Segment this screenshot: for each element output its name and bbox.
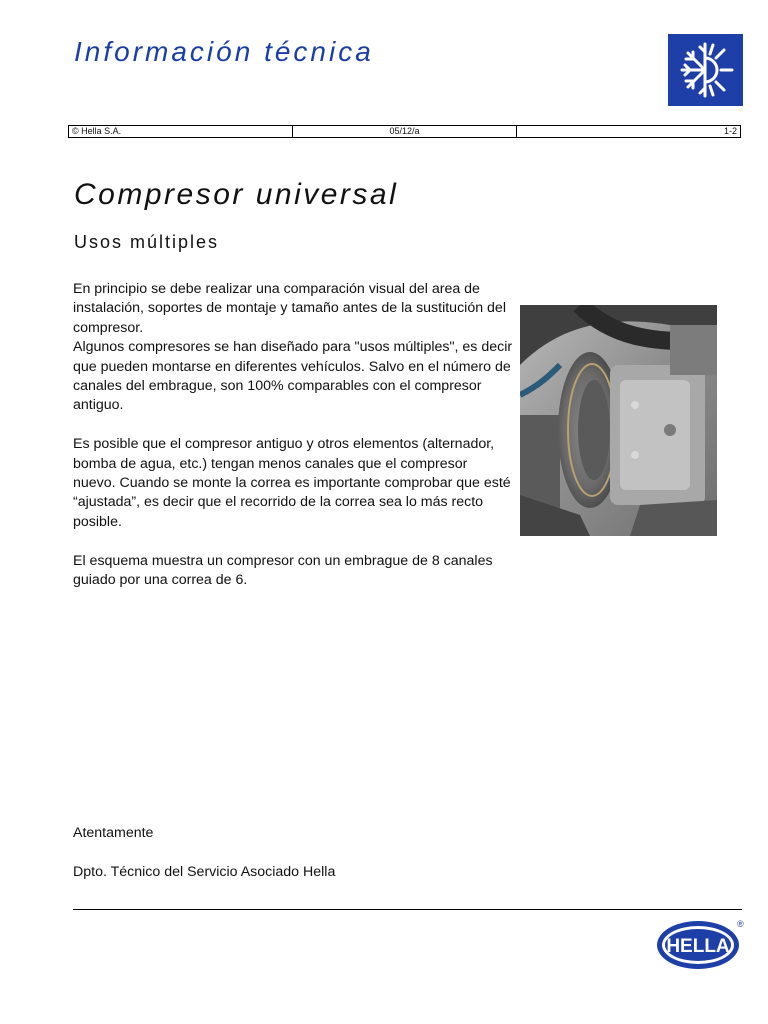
paragraph-3: Es posible que el compresor antiguo y otros elementos (alternador, bomba de agua, etc.) tengan menos canales que el compresor nuevo. Cuando se monte la correa es importante comprobar que esté “ajustada”, es decir que el recorrido de la correa sea lo más recto posible.: [73, 436, 511, 530]
registered-mark: ®: [737, 919, 744, 929]
hella-logo: [655, 915, 745, 973]
meta-code: 05/12/a: [292, 126, 516, 137]
paragraph-1: En principio se debe realizar una comparación visual del area de instalación, soportes de montaje y tamaño antes de la sustitución del compresor.: [73, 281, 506, 336]
meta-copyright: © Hella S.A.: [72, 126, 122, 136]
closing-text: Atentamente: [73, 825, 154, 841]
body-text: [73, 280, 513, 590]
document-subtitle: Usos múltiples: [74, 232, 220, 252]
page-header-title: Información técnica: [74, 36, 374, 67]
document-meta-table: [68, 125, 741, 138]
paragraph-4: El esquema muestra un compresor con un embrague de 8 canales guiado por una correa de 6.: [73, 552, 493, 589]
hella-logo-text: HELLA: [666, 936, 730, 957]
paragraph-2: Algunos compresores se han diseñado para "usos múltiples", es decir que pueden montarse en diferentes vehículos. Salvo en el número de canales del embrague, son 100% comparables con el compresor antiguo.: [73, 339, 513, 414]
document-title: Compresor universal: [74, 178, 399, 211]
meta-page-number: 1-2: [516, 126, 740, 137]
snowflake-sun-icon: [668, 34, 743, 106]
footer-divider: [73, 909, 742, 910]
department-signature: Dpto. Técnico del Servicio Asociado Hella: [73, 864, 336, 880]
compressor-photo: [520, 305, 717, 536]
